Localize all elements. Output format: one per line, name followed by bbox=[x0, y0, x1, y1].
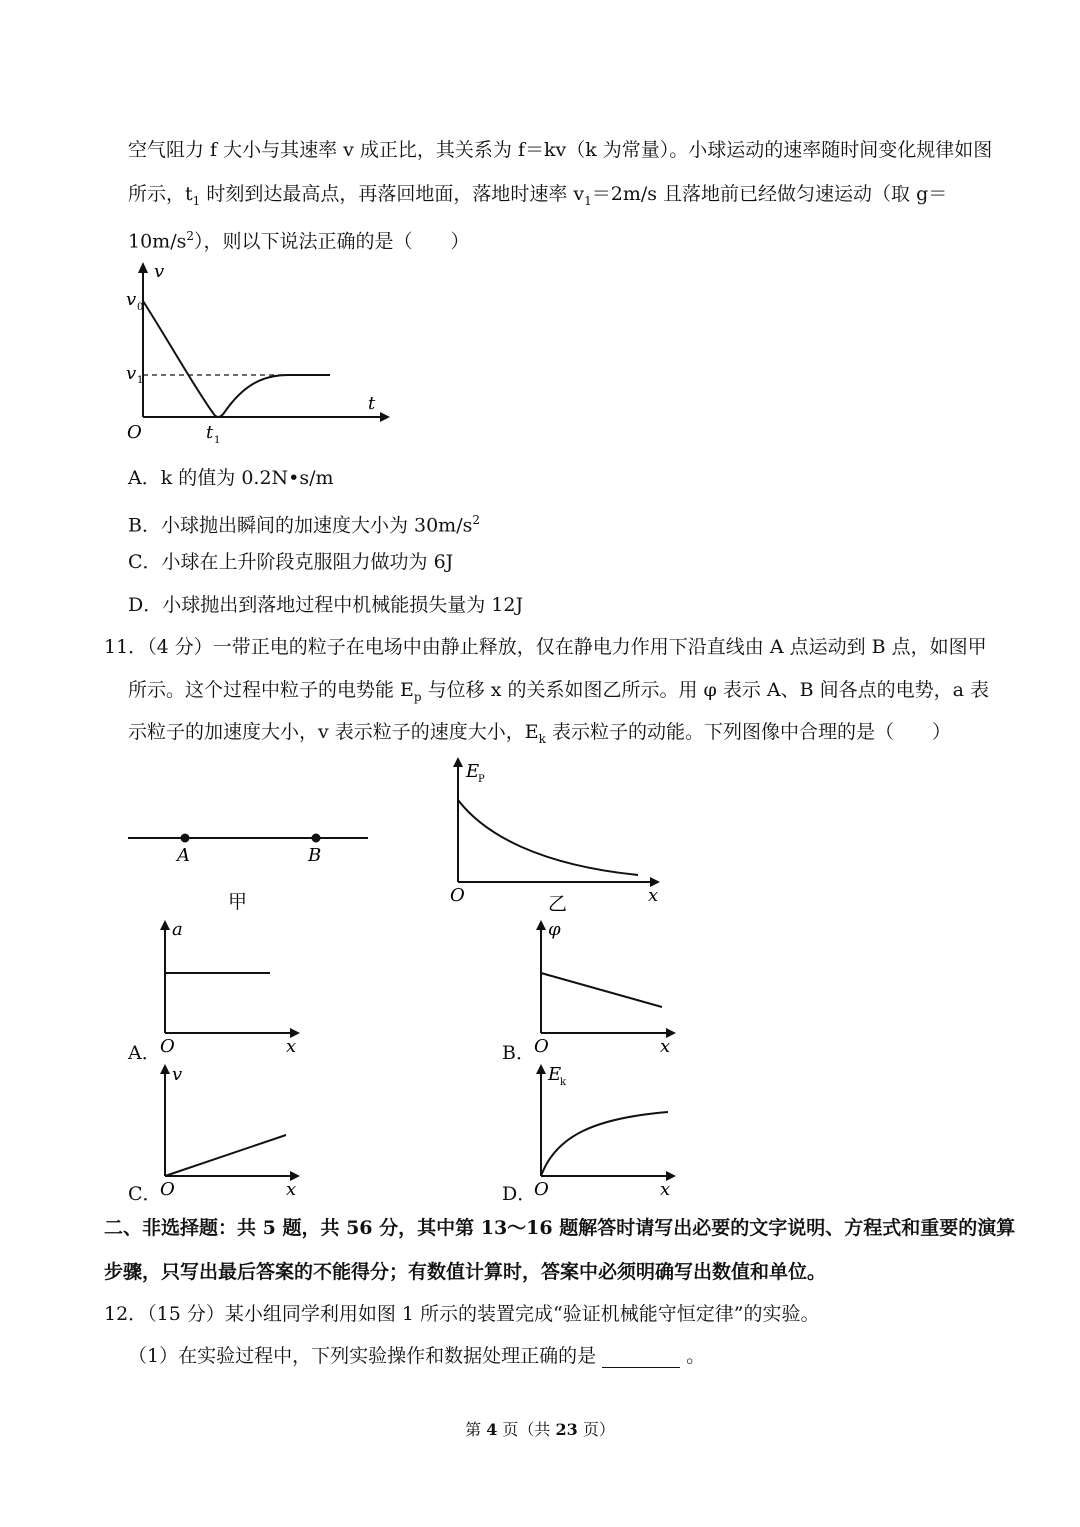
q10-line-3: $10m/s^2$），则以下说法正确的是（ ） bbox=[128, 229, 470, 253]
origin-label: O bbox=[127, 422, 142, 443]
q10-option-b: B．小球抛出瞬间的加速度大小为 $30m/s^2$ bbox=[128, 513, 480, 537]
v-t-graph bbox=[118, 255, 398, 455]
ek-subscript: k bbox=[560, 1077, 567, 1088]
choice-b-graph bbox=[526, 918, 686, 1058]
q10-option-d: D．小球抛出到落地过程中机械能损失量为 12J bbox=[128, 594, 524, 616]
page-footer: 第 4 页（共 23 页） bbox=[465, 1420, 615, 1439]
caption-yi: 乙 bbox=[548, 893, 568, 915]
page-number: 4 bbox=[486, 1420, 498, 1439]
choice-a-letter: A． bbox=[128, 1042, 161, 1064]
q12-line-1: 12．（15 分）某小组同学利用如图 1 所示的装置完成“验证机械能守恒定律”的实验。 bbox=[104, 1303, 820, 1325]
v-axis-label: v bbox=[154, 261, 165, 282]
choice-d-letter: D． bbox=[502, 1183, 537, 1205]
origin-label: O bbox=[534, 1179, 549, 1200]
origin-label: O bbox=[450, 885, 465, 906]
v1-subscript: 1 bbox=[137, 375, 144, 386]
figure-yi bbox=[440, 755, 680, 915]
section-2-heading-line-1: 二、非选择题：共 5 题，共 56 分，其中第 13～16 题解答时请写出必要的文字说明、方程式和重要的演算 bbox=[104, 1217, 1016, 1239]
q10-line-1: 空气阻力 f 大小与其速率 v 成正比，其关系为 f＝kv（k 为常量）。小球运动的速率随时间变化规律如图 bbox=[128, 139, 993, 161]
origin-label: O bbox=[160, 1036, 175, 1057]
q10-line-2: 所示，$t_1$ 时刻到达最高点，再落回地面，落地时速率 $v_1=2m/s$ 且落地前已经做匀速运动（取 g＝ bbox=[128, 183, 948, 208]
t1-label: t bbox=[206, 422, 214, 443]
section-2-heading-line-2: 步骤，只写出最后答案的不能得分；有数值计算时，答案中必须明确写出数值和单位。 bbox=[104, 1261, 827, 1283]
ep-subscript: P bbox=[478, 774, 485, 785]
v0-label: v bbox=[126, 289, 137, 310]
x-axis-label: x bbox=[286, 1179, 297, 1200]
x-axis-label: x bbox=[660, 1179, 671, 1200]
origin-label: O bbox=[160, 1179, 175, 1200]
caption-jia: 甲 bbox=[228, 891, 248, 913]
choice-a-graph bbox=[150, 918, 310, 1058]
point-a-label: A bbox=[177, 845, 190, 866]
v1-label: v bbox=[126, 363, 137, 384]
choice-b-letter: B． bbox=[502, 1042, 535, 1064]
origin-label: O bbox=[534, 1036, 549, 1057]
t1-subscript: 1 bbox=[214, 435, 221, 446]
t-axis-label: t bbox=[368, 393, 376, 414]
v0-subscript: 0 bbox=[137, 302, 144, 313]
choice-c-letter: C． bbox=[128, 1183, 162, 1205]
ek-axis-label: E bbox=[548, 1064, 562, 1085]
q10-option-c: C．小球在上升阶段克服阻力做功为 6J bbox=[128, 551, 454, 573]
choice-c-graph bbox=[150, 1060, 310, 1200]
a-axis-label: a bbox=[172, 919, 183, 940]
ep-axis-label: E bbox=[466, 761, 480, 782]
figure-jia bbox=[120, 820, 380, 920]
phi-axis-label: φ bbox=[548, 919, 561, 940]
x-axis-label: x bbox=[660, 1036, 671, 1057]
q10-option-a: A．k 的值为 0.2N•s/m bbox=[128, 467, 334, 489]
q12-sub-1: （1）在实验过程中，下列实验操作和数据处理正确的是 。 bbox=[128, 1345, 706, 1367]
x-axis-label: x bbox=[286, 1036, 297, 1057]
q11-line-1: 11．（4 分）一带正电的粒子在电场中由静止释放，仅在静电力作用下沿直线由 A 点运动到 B 点，如图甲 bbox=[104, 636, 987, 658]
point-b-label: B bbox=[308, 845, 322, 866]
q11-line-2: 所示。这个过程中粒子的电势能 $E_p$ 与位移 x 的关系如图乙所示。用 φ 表示 A、B 间各点的电势，a 表 bbox=[128, 679, 989, 704]
v-axis-label: v bbox=[172, 1064, 183, 1085]
answer-blank[interactable] bbox=[602, 1349, 680, 1368]
choice-d-graph bbox=[526, 1060, 686, 1200]
page-total: 23 bbox=[555, 1420, 578, 1439]
q11-line-3: 示粒子的加速度大小，v 表示粒子的速度大小，$E_k$ 表示粒子的动能。下列图像中合理的是（ ） bbox=[128, 721, 951, 746]
x-axis-label: x bbox=[648, 885, 659, 906]
